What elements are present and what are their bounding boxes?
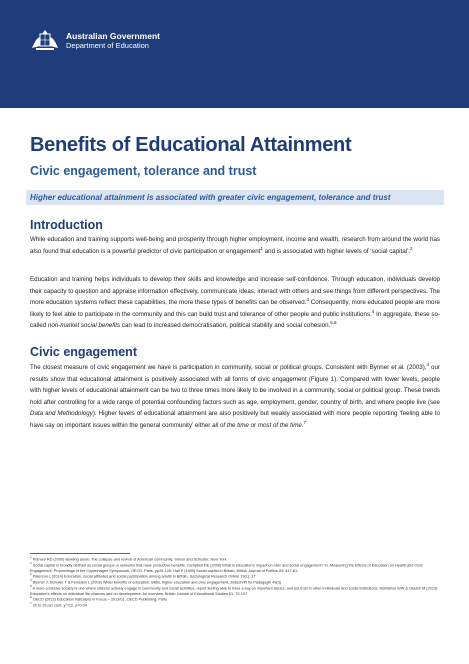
introduction-heading: Introduction [30, 218, 103, 232]
footnote: $^6$ OECD (2013) Education Indicators in Focus – 2013/01, OECD Publishing, Paris [30, 595, 167, 602]
civic-engagement-heading: Civic engagement [30, 345, 137, 359]
footnote: $^7$ 20 to 29 per cent; χ²=12, p<0.04 [30, 601, 87, 608]
page-title: Benefits of Educational Attainment [30, 134, 352, 156]
tagline-box: Higher educational attainment is associated with greater civic engagement, tolerance and trust [26, 190, 444, 205]
government-logo [30, 28, 160, 54]
footnote: $^4$ Bynner J, Schuller T & Feinstein L (2003) Wider benefits of education: Skills, higher education and civic engagement, Zeitschrift fur Padagogik 49(3) [30, 578, 282, 585]
footnote-divider [30, 553, 130, 554]
department-name: Department of Education [66, 41, 149, 50]
intro-paragraph-1: While education and training supports well-being and prosperity through higher employment, income and wealth, research from around the world has also found that education is a powerful predictor of civic participation or engagement$^1$ and is associated with higher levels of ‘social capital’.$^2$ [30, 236, 440, 255]
government-name: Australian Government [66, 31, 160, 41]
header-banner [0, 0, 469, 108]
coat-of-arms-icon [30, 28, 60, 54]
footnote: $^5$ A more cohesive society is one where citizens actively engage in community and social activities, report feeling able to have a say on important issues, and put trust in other individuals and social institutions. McMahon WW & Oketch M (2013) Education’s effects on individual life chances and on development: An overview, British Journal of Educational Studies 61: 79-107 [30, 584, 438, 596]
footnotes-list [30, 557, 445, 609]
footnote: $^3$ Paterson L (2014) Education, social attitudes and social participation among adults in Britain, Sociological Research Online 19(1): 17 [30, 572, 256, 579]
footnote: $^2$ Social capital is broadly defined as social groups or networks that have productive benefits. Campbell DE (2006) What is education’s impact on civic and social engagement? In, Measuring the Effects of Education on Health and Civic Engagement: Proceedings of the Copenhagen Symposium, OECD, Paris, pp25-126; Hall P (1999) Social capital in Britain, British Journal of Politics 29: 417-61. [30, 560, 423, 573]
page-subtitle: Civic engagement, tolerance and trust [30, 164, 257, 178]
footnote: $^1$ Putnam RD (2000) Bowling alone: The collapse and revival of American community, Simon and Schuster, New York [30, 555, 227, 562]
civic-engagement-paragraph: The closest measure of civic engagement we have is participation in community, social or political groups. Consistent with Bynner et al. (2003),$^4$ our results show that educational attainment is positively associated with all forms of civic engagement (Figure 1). Compared with lower levels, people with higher levels of educational attainment can be two to three times more likely to be involved in a community, social or political group. These trends hold after controlling for a wide range of potential confounding factors such as age, employment, gender, country of birth, and where people live (see Data and Methodology). Higher levels of educational attainment are also positively but weakly associated with more people reporting ‘feeling able to have say on important issues within the general community’ either all of the time or most of the time.$^7$ [30, 361, 440, 429]
intro-paragraph-2: Education and training helps individuals to develop their skills and knowledge and increase self-confidence. Through education, individuals develop their capacity to question and appraise information effectively, communicate ideas, interact with others and see things from different perspectives. The more education systems reflect these capabilities, the more these types of benefits can be observed.$^3$ Consequently, more educated people are more likely to feel able to participate in the community and this can build trust and tolerance of other people and public institutions.$^4$ In aggregate, these so-called non-market social benefits can lead to increased democratisation, political stability and social cohesion.$^{5,6}$ [30, 276, 441, 330]
government-text [66, 31, 160, 51]
